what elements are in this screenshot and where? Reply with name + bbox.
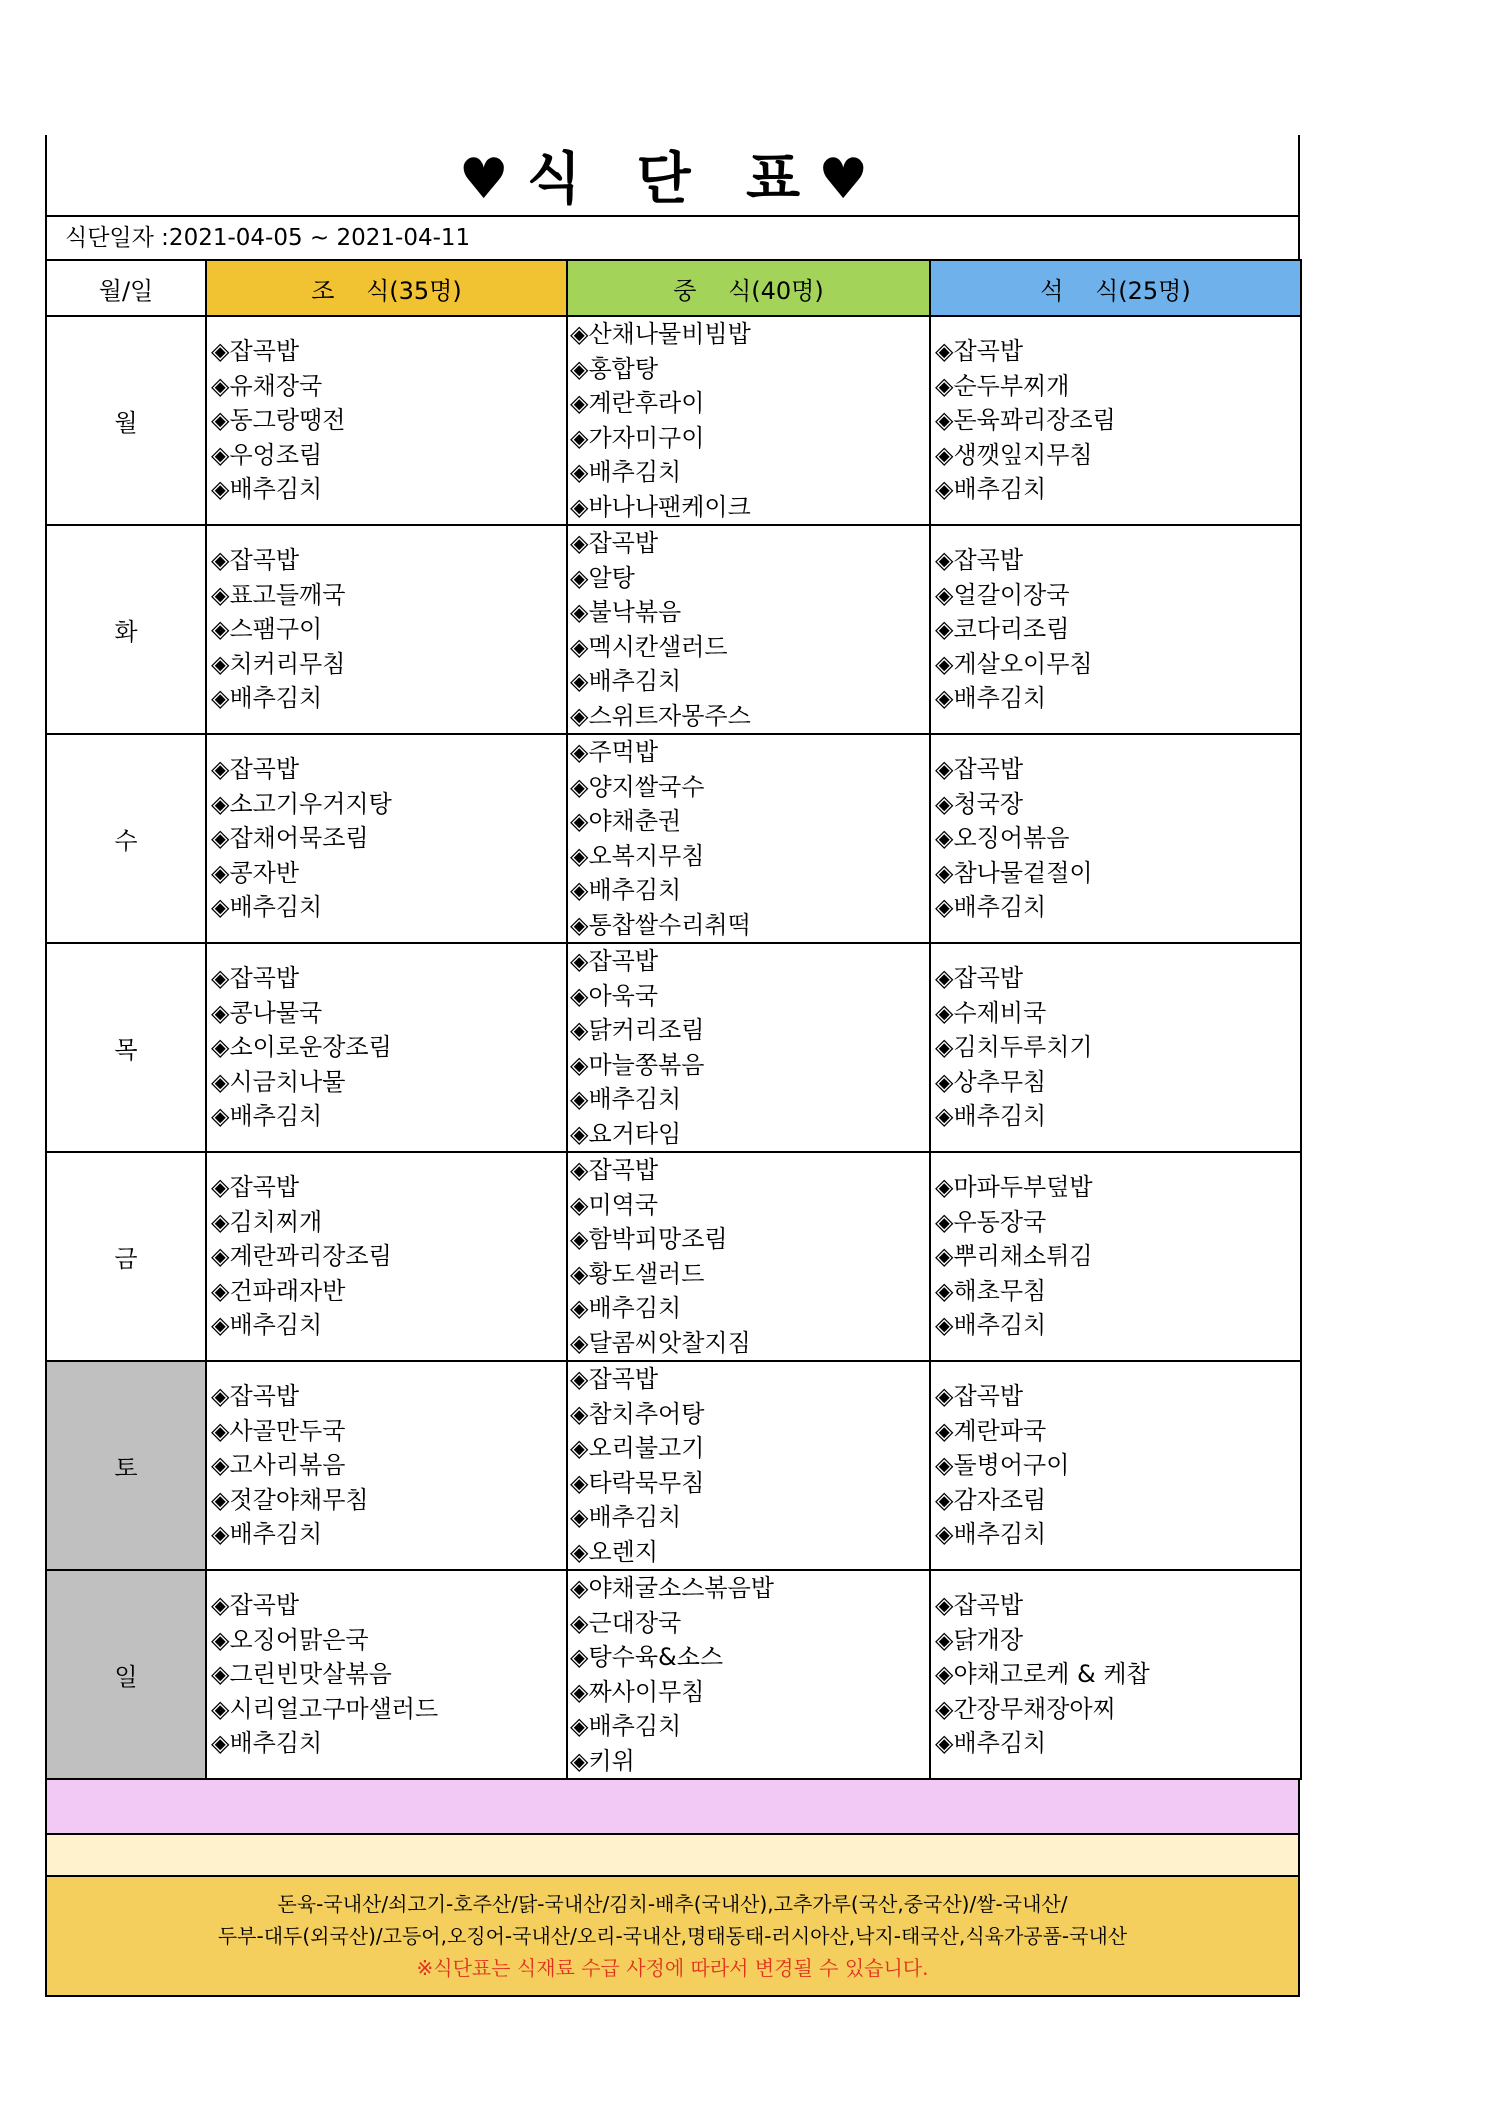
- menu-item: ◈ 잡곡밥: [211, 1588, 566, 1623]
- menu-item: ◈ 잡곡밥: [211, 752, 566, 787]
- menu-item: ◈ 닭개장: [935, 1623, 1300, 1658]
- menu-item: ◈ 마늘쫑볶음: [570, 1048, 929, 1083]
- menu-item: ◈ 잡곡밥: [211, 1170, 566, 1205]
- menu-item: ◈ 미역국: [570, 1188, 929, 1223]
- dinner-list: [931, 1588, 1300, 1761]
- dinner-list: [931, 752, 1300, 925]
- menu-item: ◈ 불낙볶음: [570, 595, 929, 630]
- menu-item: ◈ 시금치나물: [211, 1065, 566, 1100]
- menu-item: ◈ 배추김치: [570, 1709, 929, 1744]
- dinner-list: [931, 1170, 1300, 1343]
- dinner-list: [931, 961, 1300, 1134]
- origin-line-1: 돈육-국내산/쇠고기-호주산/닭-국내산/김치-배추(국내산),고추가루(국산,중국산)/쌀-국내산/: [277, 1892, 1068, 1916]
- menu-item: ◈ 시리얼고구마샐러드: [211, 1692, 566, 1727]
- day-label: 수: [46, 734, 206, 943]
- dinner-cell: [930, 525, 1301, 734]
- menu-item: ◈ 아욱국: [570, 979, 929, 1014]
- breakfast-cell: [206, 943, 567, 1152]
- menu-item: ◈ 황도샐러드: [570, 1257, 929, 1292]
- lunch-cell: [567, 734, 930, 943]
- menu-item: ◈ 그린빈맛살볶음: [211, 1657, 566, 1692]
- menu-item: ◈ 김치찌개: [211, 1205, 566, 1240]
- menu-item: ◈ 잡곡밥: [935, 1588, 1300, 1623]
- menu-item: ◈ 탕수육&소스: [570, 1640, 929, 1675]
- menu-item: ◈ 바나나팬케이크: [570, 490, 929, 525]
- menu-item: ◈ 계란파국: [935, 1414, 1300, 1449]
- menu-body: [46, 316, 1301, 1779]
- menu-item: ◈ 산채나물비빔밥: [570, 317, 929, 352]
- dinner-cell: [930, 1570, 1301, 1779]
- menu-item: ◈ 배추김치: [211, 1726, 566, 1761]
- menu-item: ◈ 멕시칸샐러드: [570, 630, 929, 665]
- menu-item: ◈ 야채춘권: [570, 804, 929, 839]
- header-day: 월/일: [46, 260, 206, 316]
- menu-item: ◈ 오징어볶음: [935, 821, 1300, 856]
- menu-item: ◈ 배추김치: [211, 890, 566, 925]
- day-row: [46, 1361, 1301, 1570]
- menu-item: ◈ 잡곡밥: [935, 334, 1300, 369]
- day-row: [46, 1570, 1301, 1779]
- menu-item: ◈ 배추김치: [935, 890, 1300, 925]
- note-row-cream: [45, 1835, 1300, 1877]
- menu-item: ◈ 통찹쌀수리취떡: [570, 908, 929, 943]
- origin-info: [45, 1877, 1300, 1997]
- dinner-cell: [930, 734, 1301, 943]
- menu-item: ◈ 콩자반: [211, 856, 566, 891]
- header-dinner: 석 식(25명): [930, 260, 1301, 316]
- menu-item: ◈ 치커리무침: [211, 647, 566, 682]
- day-label: 월: [46, 316, 206, 525]
- lunch-list: [568, 1571, 929, 1778]
- menu-item: ◈ 잡곡밥: [211, 334, 566, 369]
- menu-item: ◈ 잡곡밥: [570, 1153, 929, 1188]
- menu-item: ◈ 수제비국: [935, 996, 1300, 1031]
- menu-item: ◈ 상추무침: [935, 1065, 1300, 1100]
- lunch-list: [568, 1362, 929, 1569]
- menu-item: ◈ 해초무침: [935, 1274, 1300, 1309]
- lunch-list: [568, 1153, 929, 1360]
- menu-item: ◈ 마파두부덮밥: [935, 1170, 1300, 1205]
- menu-item: ◈ 우엉조림: [211, 438, 566, 473]
- menu-item: ◈ 짜사이무침: [570, 1675, 929, 1710]
- origin-warning: ※식단표는 식재료 수급 사정에 따라서 변경될 수 있습니다.: [416, 1956, 929, 1980]
- menu-item: ◈ 청국장: [935, 787, 1300, 822]
- breakfast-list: [207, 752, 566, 925]
- lunch-cell: [567, 1361, 930, 1570]
- menu-item: ◈ 참나물겉절이: [935, 856, 1300, 891]
- menu-item: ◈ 얼갈이장국: [935, 578, 1300, 613]
- day-row: [46, 316, 1301, 525]
- menu-item: ◈ 계란꽈리장조림: [211, 1239, 566, 1274]
- origin-line-2: 두부-대두(외국산)/고등어,오징어-국내산/오리-국내산,명태동태-러시아산,낙지-태국산,식육가공품-국내산: [217, 1924, 1128, 1948]
- day-row: [46, 734, 1301, 943]
- day-row: [46, 943, 1301, 1152]
- lunch-cell: [567, 1152, 930, 1361]
- menu-item: ◈ 유채장국: [211, 369, 566, 404]
- menu-item: ◈ 배추김치: [211, 1517, 566, 1552]
- menu-item: ◈ 배추김치: [570, 1500, 929, 1535]
- menu-item: ◈ 잡곡밥: [211, 961, 566, 996]
- dinner-cell: [930, 316, 1301, 525]
- menu-item: ◈ 키위: [570, 1744, 929, 1779]
- menu-item: ◈ 콩나물국: [211, 996, 566, 1031]
- menu-item: ◈ 배추김치: [211, 1308, 566, 1343]
- menu-item: ◈ 야채굴소스볶음밥: [570, 1571, 929, 1606]
- breakfast-list: [207, 334, 566, 507]
- menu-item: ◈ 배추김치: [570, 1082, 929, 1117]
- menu-item: ◈ 잡곡밥: [211, 543, 566, 578]
- menu-item: ◈ 참치추어탕: [570, 1397, 929, 1432]
- menu-item: ◈ 돈육꽈리장조림: [935, 403, 1300, 438]
- menu-item: ◈ 오렌지: [570, 1535, 929, 1570]
- menu-item: ◈ 배추김치: [570, 873, 929, 908]
- menu-item: ◈ 타락묵무침: [570, 1466, 929, 1501]
- lunch-list: [568, 526, 929, 733]
- menu-item: ◈ 주먹밥: [570, 735, 929, 770]
- breakfast-cell: [206, 525, 567, 734]
- menu-sheet: [45, 135, 1300, 1997]
- menu-item: ◈ 배추김치: [570, 1291, 929, 1326]
- menu-item: ◈ 배추김치: [211, 1099, 566, 1134]
- lunch-cell: [567, 525, 930, 734]
- dinner-cell: [930, 1361, 1301, 1570]
- dinner-cell: [930, 943, 1301, 1152]
- menu-item: ◈ 돌병어구이: [935, 1448, 1300, 1483]
- menu-item: ◈ 계란후라이: [570, 386, 929, 421]
- menu-item: ◈ 잡곡밥: [935, 752, 1300, 787]
- menu-item: ◈ 사골만두국: [211, 1414, 566, 1449]
- menu-item: ◈ 잡곡밥: [211, 1379, 566, 1414]
- breakfast-list: [207, 543, 566, 716]
- breakfast-list: [207, 1170, 566, 1343]
- breakfast-cell: [206, 1570, 567, 1779]
- header-row: [46, 260, 1301, 316]
- day-label: 화: [46, 525, 206, 734]
- menu-item: ◈ 배추김치: [211, 681, 566, 716]
- header-breakfast: 조 식(35명): [206, 260, 567, 316]
- menu-item: ◈ 배추김치: [935, 1726, 1300, 1761]
- menu-item: ◈ 요거타임: [570, 1117, 929, 1152]
- menu-item: ◈ 고사리볶음: [211, 1448, 566, 1483]
- lunch-cell: [567, 316, 930, 525]
- menu-item: ◈ 건파래자반: [211, 1274, 566, 1309]
- menu-item: ◈ 함박피망조림: [570, 1222, 929, 1257]
- breakfast-list: [207, 1379, 566, 1552]
- menu-item: ◈ 스팸구이: [211, 612, 566, 647]
- menu-item: ◈ 홍합탕: [570, 352, 929, 387]
- menu-item: ◈ 근대장국: [570, 1606, 929, 1641]
- menu-item: ◈ 오징어맑은국: [211, 1623, 566, 1658]
- menu-item: ◈ 잡곡밥: [570, 944, 929, 979]
- menu-item: ◈ 스위트자몽주스: [570, 699, 929, 734]
- dinner-list: [931, 1379, 1300, 1552]
- menu-item: ◈ 오복지무침: [570, 839, 929, 874]
- menu-item: ◈ 배추김치: [935, 1517, 1300, 1552]
- menu-item: ◈ 동그랑땡전: [211, 403, 566, 438]
- menu-item: ◈ 오리불고기: [570, 1431, 929, 1466]
- menu-item: ◈ 알탕: [570, 561, 929, 596]
- menu-item: ◈ 코다리조림: [935, 612, 1300, 647]
- lunch-list: [568, 735, 929, 942]
- breakfast-list: [207, 961, 566, 1134]
- menu-item: ◈ 배추김치: [570, 455, 929, 490]
- date-range: 식단일자 :2021-04-05 ~ 2021-04-11: [45, 217, 1300, 259]
- menu-item: ◈ 김치두루치기: [935, 1030, 1300, 1065]
- menu-item: ◈ 잡곡밥: [570, 526, 929, 561]
- header-lunch: 중 식(40명): [567, 260, 930, 316]
- breakfast-cell: [206, 734, 567, 943]
- menu-item: ◈ 간장무채장아찌: [935, 1692, 1300, 1727]
- menu-item: ◈ 순두부찌개: [935, 369, 1300, 404]
- menu-item: ◈ 우동장국: [935, 1205, 1300, 1240]
- menu-item: ◈ 배추김치: [935, 1308, 1300, 1343]
- menu-item: ◈ 야채고로케 & 케찹: [935, 1657, 1300, 1692]
- lunch-list: [568, 317, 929, 524]
- dinner-list: [931, 543, 1300, 716]
- dinner-list: [931, 334, 1300, 507]
- lunch-cell: [567, 1570, 930, 1779]
- menu-item: ◈ 배추김치: [935, 681, 1300, 716]
- day-label: 금: [46, 1152, 206, 1361]
- menu-item: ◈ 뿌리채소튀김: [935, 1239, 1300, 1274]
- lunch-cell: [567, 943, 930, 1152]
- breakfast-cell: [206, 1152, 567, 1361]
- menu-item: ◈ 배추김치: [935, 472, 1300, 507]
- day-label: 일: [46, 1570, 206, 1779]
- menu-item: ◈ 게살오이무침: [935, 647, 1300, 682]
- menu-item: ◈ 잡채어묵조림: [211, 821, 566, 856]
- breakfast-cell: [206, 1361, 567, 1570]
- lunch-list: [568, 944, 929, 1151]
- day-label: 목: [46, 943, 206, 1152]
- menu-item: ◈ 소고기우거지탕: [211, 787, 566, 822]
- menu-item: ◈ 배추김치: [211, 472, 566, 507]
- menu-item: ◈ 양지쌀국수: [570, 770, 929, 805]
- menu-item: ◈ 잡곡밥: [935, 543, 1300, 578]
- menu-item: ◈ 생깻잎지무침: [935, 438, 1300, 473]
- day-row: [46, 525, 1301, 734]
- day-label: 토: [46, 1361, 206, 1570]
- menu-item: ◈ 닭커리조림: [570, 1013, 929, 1048]
- menu-table: [45, 259, 1302, 1780]
- note-row-pink: [45, 1780, 1300, 1835]
- menu-item: ◈ 배추김치: [935, 1099, 1300, 1134]
- dinner-cell: [930, 1152, 1301, 1361]
- menu-item: ◈ 잡곡밥: [935, 1379, 1300, 1414]
- menu-item: ◈ 소이로운장조림: [211, 1030, 566, 1065]
- menu-item: ◈ 젓갈야채무침: [211, 1483, 566, 1518]
- breakfast-cell: [206, 316, 567, 525]
- breakfast-list: [207, 1588, 566, 1761]
- page-title: ♥식 단 표♥: [45, 135, 1300, 217]
- menu-item: ◈ 가자미구이: [570, 421, 929, 456]
- menu-item: ◈ 잡곡밥: [935, 961, 1300, 996]
- menu-item: ◈ 배추김치: [570, 664, 929, 699]
- menu-item: ◈ 잡곡밥: [570, 1362, 929, 1397]
- menu-item: ◈ 감자조림: [935, 1483, 1300, 1518]
- menu-item: ◈ 표고들깨국: [211, 578, 566, 613]
- day-row: [46, 1152, 1301, 1361]
- menu-item: ◈ 달콤씨앗찰지짐: [570, 1326, 929, 1361]
